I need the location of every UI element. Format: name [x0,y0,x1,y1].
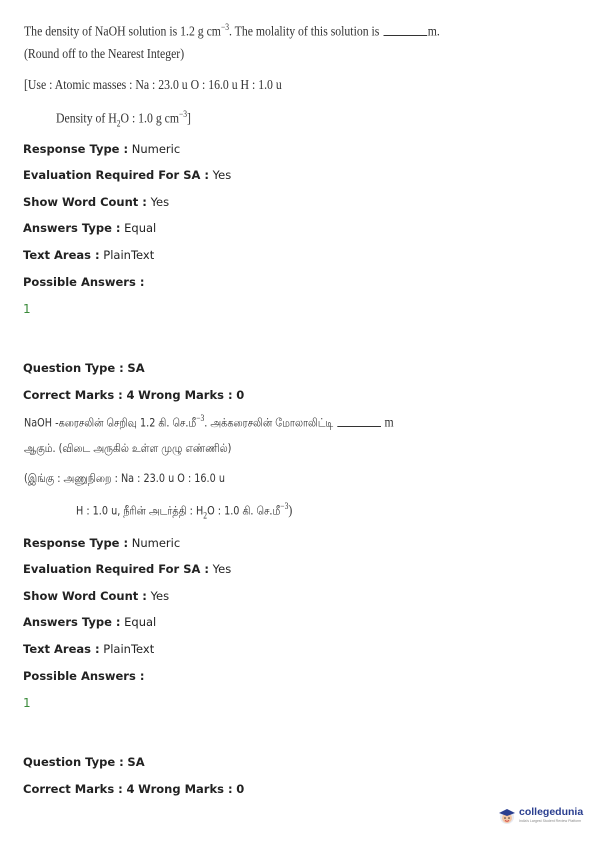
question-type: Question Type : SA [23,361,145,375]
possible-answer-value: 1 [23,302,31,316]
question-type: Question Type : SA [23,755,145,769]
text-areas: Text Areas : PlainText [23,642,155,656]
show-word-count: Show Word Count : Yes [23,589,170,603]
text-areas: Text Areas : PlainText [23,248,155,262]
graduate-mascot-icon [497,806,517,826]
marks: Correct Marks : 4 Wrong Marks : 0 [23,782,245,796]
answer-blank [383,25,427,36]
evaluation-required: Evaluation Required For SA : Yes [23,562,232,576]
question-1-line-3: [Use : Atomic masses : Na : 23.0 u O : 16.0 u H : 1.0 u [24,78,282,93]
question-2-line-4: H : 1.0 u, நீரின் அடர்த்தி : $H_2O$ : 1.0 கி. செ.மீ$^{-3}$) [76,501,293,521]
question-2-line-3: (இங்கு : அணுநிறை : Na : 23.0 u O : 16.0 u [24,471,225,485]
possible-answers-label: Possible Answers : [23,669,145,683]
possible-answer-value: 1 [23,696,31,710]
evaluation-required: Evaluation Required For SA : Yes [23,168,232,182]
response-type: Response Type : Numeric [23,142,181,156]
collegedunia-logo [497,804,587,830]
question-1-line-2: (Round off to the Nearest Integer) [24,47,185,62]
answers-type: Answers Type : Equal [23,615,157,629]
question-2-line-1: NaOH -கரைசலின் செறிவு 1.2 கி. செ.மீ$^{-3}$. அக்கரைசலின் மோலாலிட்டி m [24,413,394,431]
question-2-line-2: ஆகும். (விடை அருகில் உள்ள முழு எண்ணில்) [24,441,232,455]
question-1-line-4: Density of $H_2O$ : 1.0 g $cm^{-3}$] [56,109,191,129]
possible-answers-label: Possible Answers : [23,275,145,289]
response-type: Response Type : Numeric [23,536,181,550]
answers-type: Answers Type : Equal [23,221,157,235]
logo-tagline: India's Largest Student Review Platform [519,819,582,823]
show-word-count: Show Word Count : Yes [23,195,170,209]
question-1-line-1: The density of NaOH solution is 1.2 g $cm^{-3}$. The molality of this solution is m. [24,22,440,40]
logo-wordmark: collegedunia [519,806,584,818]
answer-blank [337,416,381,427]
marks: Correct Marks : 4 Wrong Marks : 0 [23,388,245,402]
